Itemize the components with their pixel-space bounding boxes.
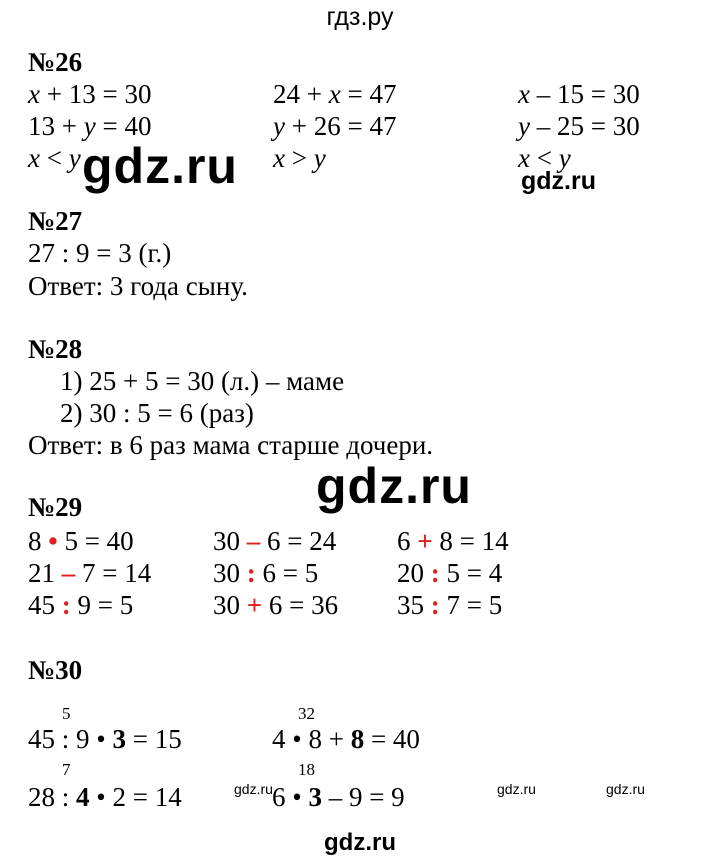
task-30-e1: 45 : 9 • 3 = 15 [28,724,182,754]
task-29-r3-c1: 45 : 9 = 5 [28,590,134,620]
task-26-c2-line2: y + 26 = 47 [273,111,397,141]
task-26-c2-compare: x > y [273,143,326,173]
watermark-small-2: gdz.ru [497,781,536,797]
task-29-r2-c2: 30 : 6 = 5 [213,558,319,588]
watermark-small-1: gdz.ru [234,781,273,797]
task-27-title: №27 [28,206,83,236]
watermark-big-1: gdz.ru [82,138,238,194]
task-29-title: №29 [28,492,83,522]
task-27-solution: 27 : 9 = 3 (г.) [28,238,172,268]
task-26-c1-line1: x + 13 = 30 [28,79,152,109]
task-27-answer: Ответ: 3 года сыну. [28,271,248,301]
task-29-r1-c2: 30 – 6 = 24 [213,526,337,556]
site-header: гдз.ру [326,3,394,31]
task-26-c3-compare: x < y [518,143,571,173]
task-30-e2: 4 • 8 + 8 = 40 [272,724,420,754]
task-28-step-2: 2) 30 : 5 = 6 (раз) [60,398,254,428]
watermark-small-3: gdz.ru [606,781,645,797]
task-26-title: №26 [28,47,83,77]
task-30-title: №30 [28,655,83,685]
task-29-r1-c1: 8 • 5 = 40 [28,526,134,556]
task-30-e1-sup: 5 [62,704,71,723]
task-29-r3-c3: 35 : 7 = 5 [397,590,503,620]
task-30-e3: 28 : 4 • 2 = 14 [28,782,182,812]
task-26-c1-line2: 13 + y = 40 [28,111,152,141]
watermark-bottom: gdz.ru [324,829,396,856]
task-30-e4: 6 • 3 – 9 = 9 [272,782,405,812]
task-29-r3-c2: 30 + 6 = 36 [213,590,339,620]
task-26-c3-line1: x – 15 = 30 [518,79,640,109]
task-29-r2-c3: 20 : 5 = 4 [397,558,503,588]
task-26-c3-line2: y – 25 = 30 [518,111,640,141]
task-28-step-1: 1) 25 + 5 = 30 (л.) – маме [60,366,345,396]
task-29-r2-c1: 21 – 7 = 14 [28,558,152,588]
task-29-r1-c3: 6 + 8 = 14 [397,526,509,556]
task-26-c2-line1: 24 + x = 47 [273,79,397,109]
task-30-e4-sup: 18 [298,760,315,779]
watermark-big-2: gdz.ru [316,458,472,514]
task-28-title: №28 [28,334,83,364]
watermark-medium-1: gdz.ru [521,167,596,195]
task-26-c1-compare: x < y [28,143,81,173]
task-28-answer: Ответ: в 6 раз мама старше дочери. [28,430,434,460]
task-30-e3-sup: 7 [62,760,71,779]
task-30-e2-sup: 32 [298,704,315,723]
